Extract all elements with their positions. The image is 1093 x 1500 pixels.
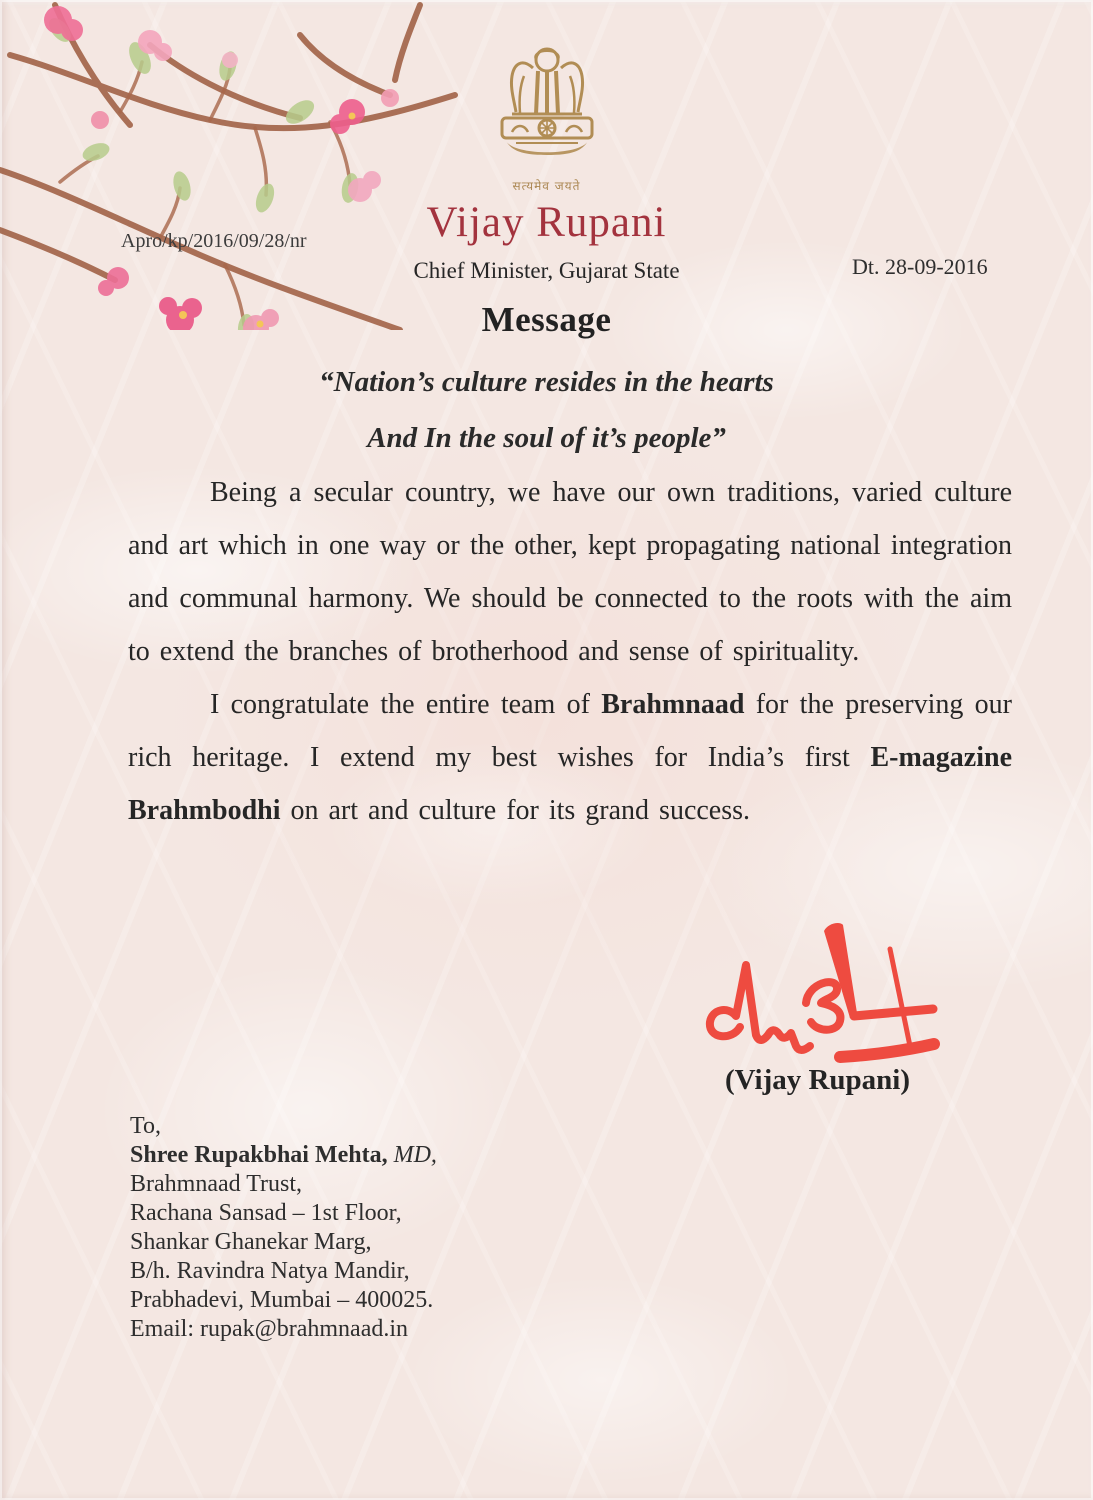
quote-line-1: “Nation’s culture resides in the hearts [319, 366, 774, 398]
emagazine-bold: E-magazine Brahmbodhi [128, 742, 1012, 826]
brahmnaad-bold: Brahmnaad [601, 689, 745, 720]
chief-minister-name: Vijay Rupani [426, 199, 667, 246]
address-line: Shankar Ghanekar Marg, [130, 1229, 372, 1255]
paragraph-1: Being a secular country, we have our own traditions, varied culture and art which in one way or the other, kept propagating national integration and communal harmony. We should be connected to the roots with the aim to extend the branches of brotherhood and sense of spirituality. [128, 477, 1012, 667]
recipient-name-line [130, 1141, 437, 1170]
recipient-address [130, 1112, 437, 1344]
paragraph-2 [128, 678, 1012, 837]
letter-date: Dt. 28-09-2016 [852, 254, 988, 279]
address-salutation: To, [130, 1113, 161, 1139]
message-heading: Message [481, 300, 612, 339]
recipient-title: MD, [387, 1142, 437, 1168]
address-email: Email: rupak@brahmnaad.in [130, 1316, 409, 1342]
chief-minister-title: Chief Minister, Gujarat State [413, 258, 680, 283]
paragraph-2-text: on art and culture for its grand success. [280, 795, 751, 826]
paragraph-2-text: for the preserving our rich heritage. I extend my best wishes for India’s first [128, 689, 1013, 773]
recipient-name: Shree Rupakbhai Mehta, [130, 1142, 388, 1168]
signatory-name: (Vijay Rupani) [724, 1064, 911, 1096]
emblem-block [486, 42, 608, 194]
address-line: Rachana Sansad – 1st Floor, [130, 1200, 402, 1226]
emblem-motto: सत्यमेव जयते [512, 179, 581, 193]
reference-number: Apro/kp/2016/09/28/nr [121, 230, 307, 252]
quote-line-2: And In the soul of it’s people” [367, 422, 726, 454]
address-line: B/h. Ravindra Natya Mandir, [130, 1258, 410, 1284]
paragraph-2-text: I congratulate the entire team of [210, 689, 602, 720]
address-line: Brahmnaad Trust, [130, 1171, 303, 1197]
address-line: Prabhadevi, Mumbai – 400025. [130, 1287, 434, 1313]
ashoka-emblem-icon [486, 42, 608, 170]
signature-icon [690, 915, 1002, 1067]
letter-body [128, 466, 1012, 837]
